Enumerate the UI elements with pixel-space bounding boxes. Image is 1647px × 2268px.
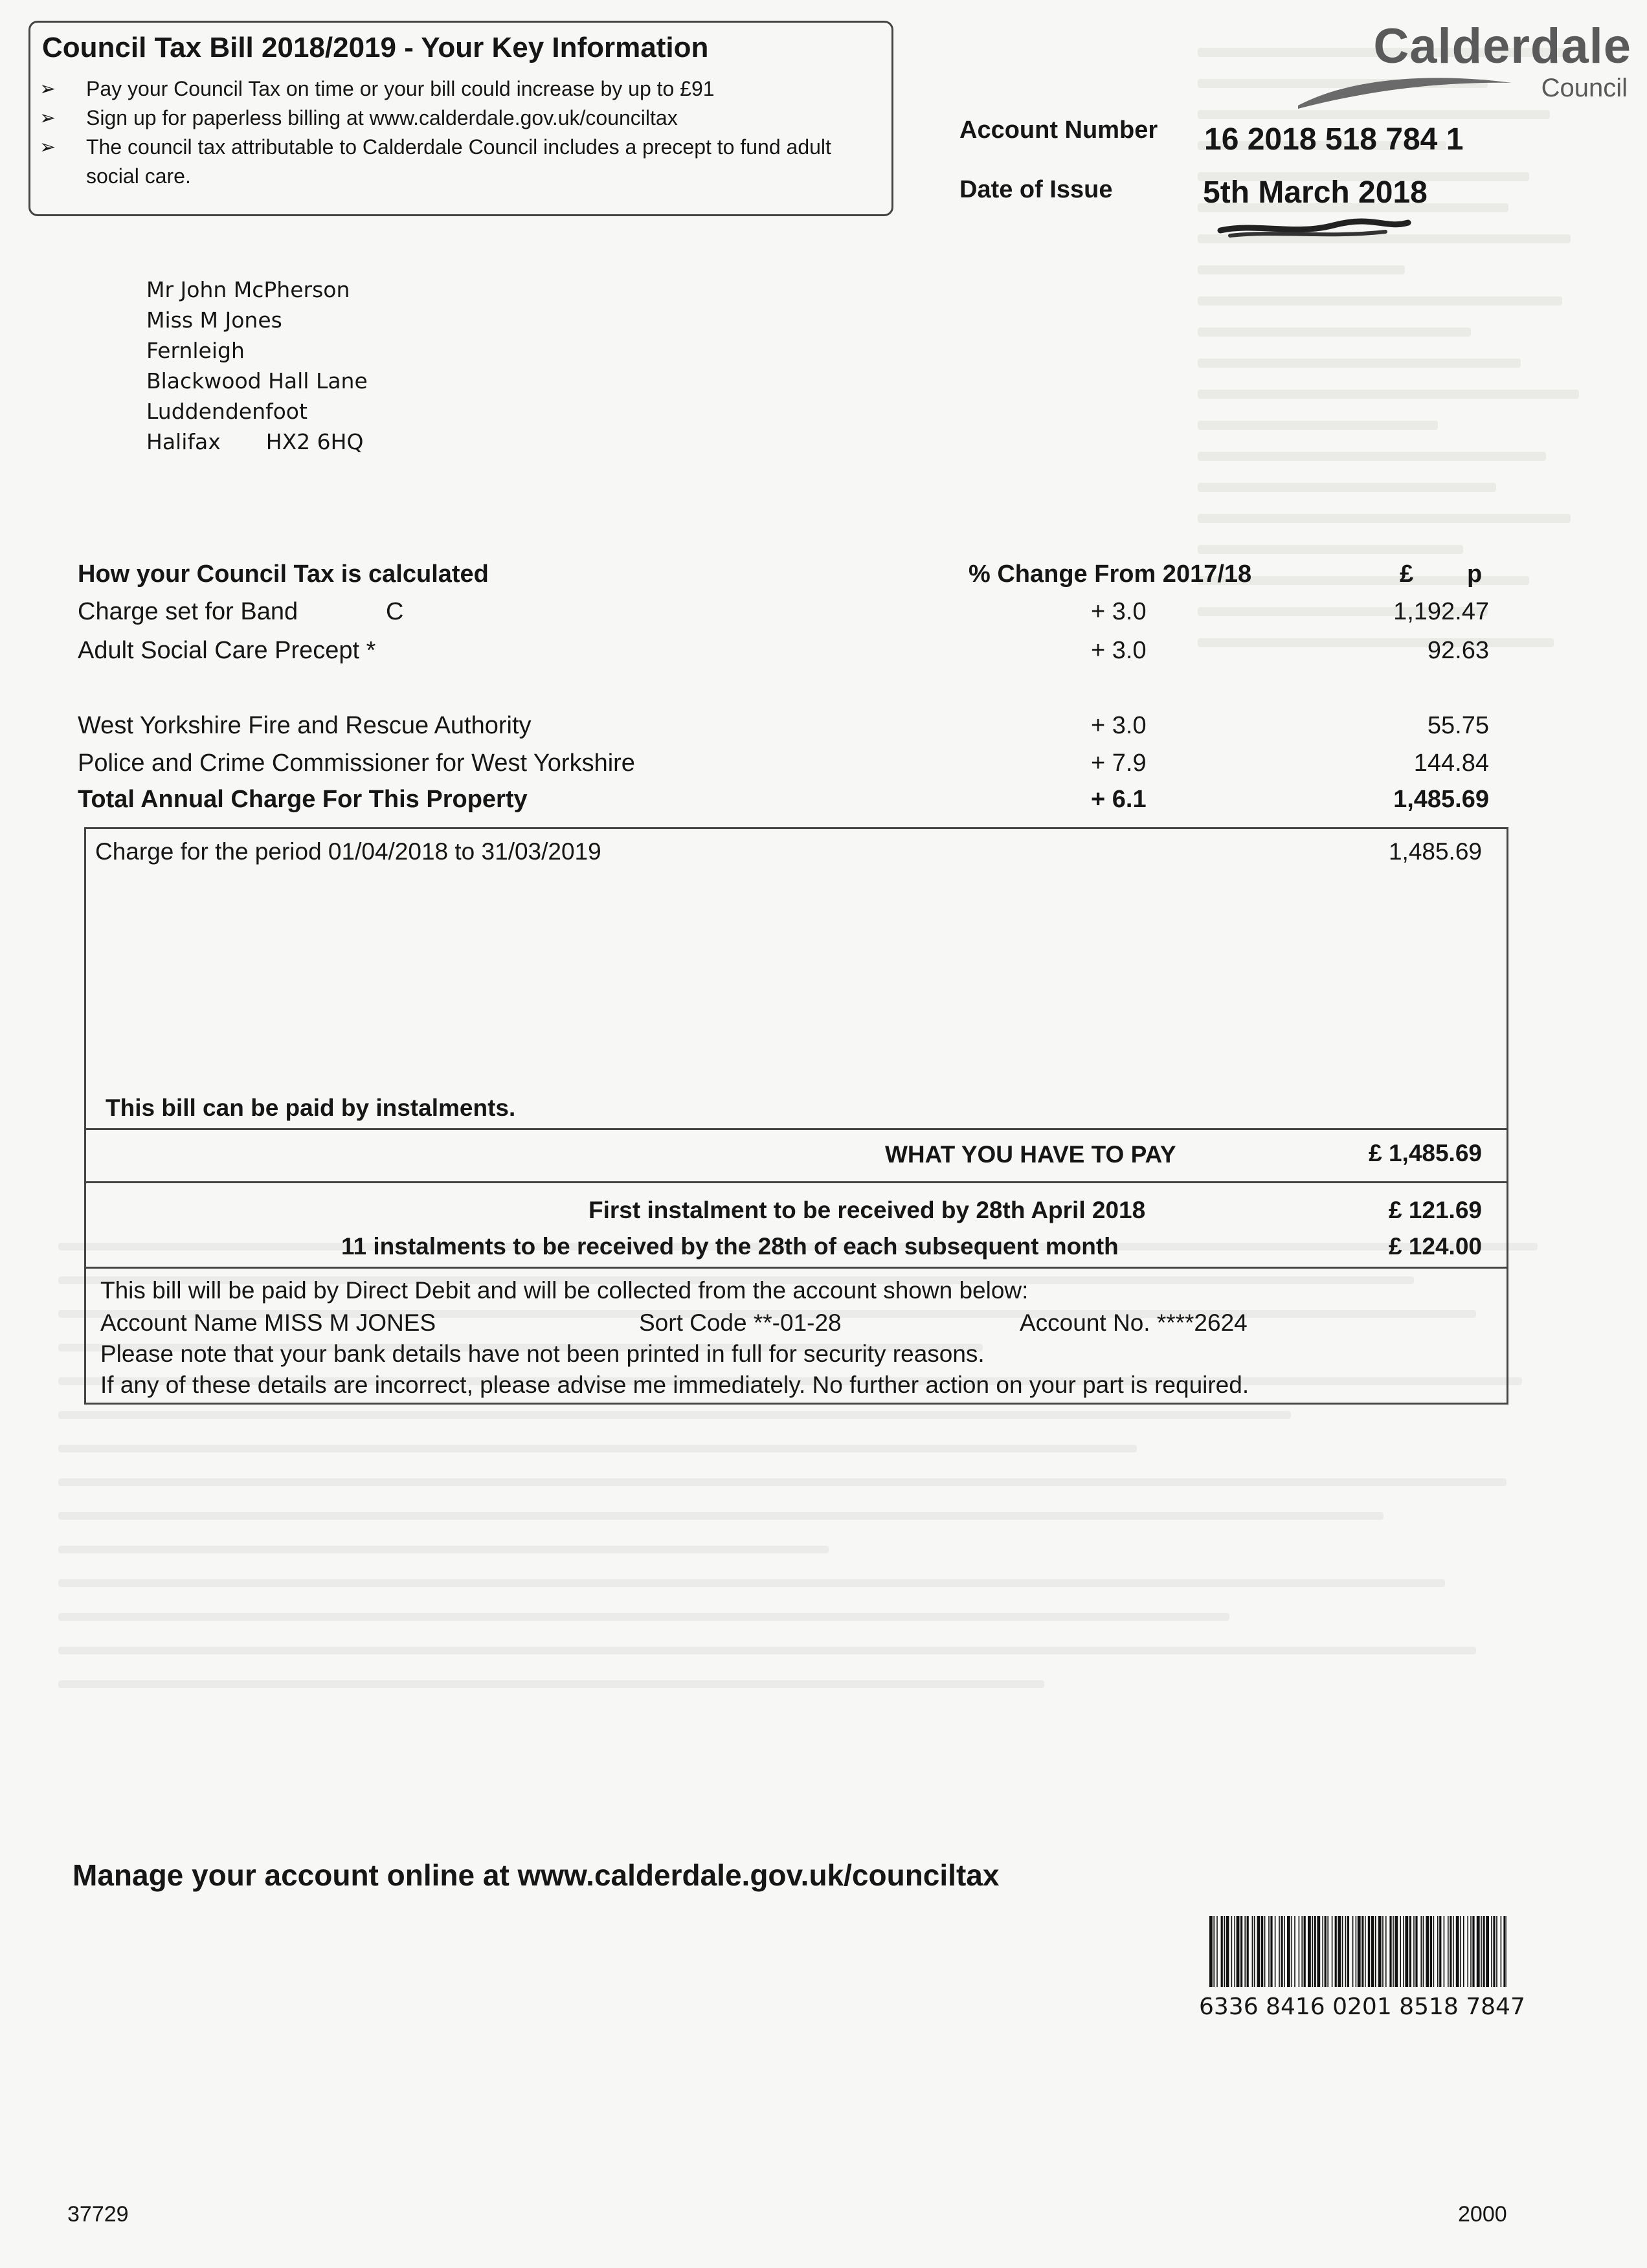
barcode-bar <box>1496 1916 1497 1987</box>
barcode-bar <box>1327 1916 1328 1987</box>
barcode-bar <box>1252 1916 1253 1987</box>
barcode-bar <box>1356 1916 1357 1987</box>
barcode-bar <box>1395 1916 1398 1987</box>
barcode-bar <box>1347 1916 1349 1987</box>
signature-scribble-icon <box>1217 216 1411 242</box>
barcode-bar <box>1375 1916 1376 1987</box>
barcode-bar <box>1332 1916 1333 1987</box>
barcode-bar <box>1281 1916 1283 1987</box>
barcode-bar <box>1261 1916 1263 1987</box>
barcode-bar <box>1403 1916 1404 1987</box>
barcode-bar <box>1317 1916 1320 1987</box>
barcode-bar <box>1420 1916 1422 1987</box>
instalments-note: This bill can be paid by instalments. <box>106 1095 516 1121</box>
address-line: Mr John McPherson <box>146 277 350 302</box>
barcode-bar <box>1299 1916 1300 1987</box>
key-information-list <box>39 74 881 191</box>
barcode-bar <box>1503 1916 1505 1987</box>
address-line: Luddendenfoot <box>146 399 308 424</box>
barcode-bar <box>1361 1916 1363 1987</box>
sort-code: Sort Code **-01-28 <box>639 1309 842 1336</box>
table-row: Police and Crime Commissioner for West Yorkshire + 7.9 144.84 <box>78 750 1489 777</box>
barcode-bar <box>1213 1916 1215 1987</box>
arrow-bullet-icon: ➢ <box>39 107 56 129</box>
address-line: Blackwood Hall Lane <box>146 368 368 394</box>
barcode-bar <box>1423 1916 1424 1987</box>
account-name: Account Name MISS M JONES <box>100 1309 436 1336</box>
barcode-bar <box>1224 1916 1225 1987</box>
barcode-bar <box>1470 1916 1472 1987</box>
barcode-bar <box>1389 1916 1391 1987</box>
barcode-icon <box>1209 1916 1507 1987</box>
first-instalment-amount: £ 121.69 <box>1388 1197 1482 1223</box>
barcode-bar <box>1493 1916 1495 1987</box>
barcode-bar <box>1244 1916 1246 1987</box>
address-line: Fernleigh <box>146 338 245 363</box>
barcode-bar <box>1270 1916 1272 1987</box>
barcode-bar <box>1257 1916 1260 1987</box>
key-information-item: ➢ Pay your Council Tax on time or your bill could increase by up to £91 <box>39 74 881 104</box>
barcode-bar <box>1342 1916 1343 1987</box>
barcode-bar <box>1439 1916 1441 1987</box>
barcode-bar <box>1444 1916 1445 1987</box>
barcode-bar <box>1368 1916 1370 1987</box>
date-of-issue-label: Date of Issue <box>959 176 1113 203</box>
barcode-bar <box>1393 1916 1394 1987</box>
barcode-bar <box>1378 1916 1382 1987</box>
barcode-bar <box>1371 1916 1374 1987</box>
barcode-bar <box>1486 1916 1489 1987</box>
barcode-bar <box>1430 1916 1432 1987</box>
barcode-bar <box>1284 1916 1285 1987</box>
barcode-bar <box>1352 1916 1354 1987</box>
barcode-bar <box>1437 1916 1439 1987</box>
key-information-title: Council Tax Bill 2018/2019 - Your Key Information <box>42 32 709 63</box>
logo-name: Calderdale <box>1373 19 1631 74</box>
barcode-bar <box>1247 1916 1249 1987</box>
key-information-box <box>28 21 893 216</box>
barcode-bar <box>1460 1916 1461 1987</box>
what-you-have-to-pay-amount: £ 1,485.69 <box>1369 1140 1482 1166</box>
divider <box>86 1267 1507 1269</box>
charge-period: Charge for the period 01/04/2018 to 31/03/2019 <box>95 838 601 865</box>
barcode-bar <box>1294 1916 1295 1987</box>
barcode-bar <box>1308 1916 1311 1987</box>
account-number: 16 2018 518 784 1 <box>1204 122 1464 157</box>
barcode-bar <box>1358 1916 1361 1987</box>
divider <box>86 1128 1507 1130</box>
address-line: Miss M Jones <box>146 307 282 333</box>
barcode-bar <box>1325 1916 1327 1987</box>
calderdale-council-logo <box>1269 18 1631 115</box>
barcode-bar <box>1237 1916 1240 1987</box>
barcode-bar <box>1221 1916 1223 1987</box>
barcode-bar <box>1433 1916 1435 1987</box>
barcode-bar <box>1426 1916 1429 1987</box>
key-information-item: ➢ The council tax attributable to Calderdale Council includes a precept to fund adult social care. <box>39 133 881 191</box>
divider <box>86 1181 1507 1183</box>
barcode-bar <box>1304 1916 1306 1987</box>
barcode-bar <box>1322 1916 1323 1987</box>
barcode-bar <box>1312 1916 1313 1987</box>
subsequent-instalments-label: 11 instalments to be received by the 28th of each subsequent month <box>341 1233 1119 1260</box>
barcode-bar <box>1413 1916 1415 1987</box>
what-you-have-to-pay-label: WHAT YOU HAVE TO PAY <box>885 1141 1176 1168</box>
security-note: Please note that your bank details have not been printed in full for security reasons. <box>100 1340 985 1367</box>
barcode-bar <box>1314 1916 1316 1987</box>
barcode-bar <box>1345 1916 1347 1987</box>
barcode-bar <box>1209 1916 1213 1987</box>
barcode-bar <box>1450 1916 1451 1987</box>
barcode-bar <box>1483 1916 1485 1987</box>
account-number-label: Account Number <box>959 117 1158 144</box>
bank-account-number: Account No. ****2624 <box>1020 1309 1248 1336</box>
barcode-bar <box>1463 1916 1464 1987</box>
barcode-bar <box>1365 1916 1366 1987</box>
barcode-bar <box>1472 1916 1474 1987</box>
barcode-bar <box>1501 1916 1502 1987</box>
barcode-bar <box>1287 1916 1290 1987</box>
address-block <box>146 274 368 457</box>
barcode-bar <box>1231 1916 1233 1987</box>
barcode-bar <box>1216 1916 1218 1987</box>
manage-online-text: Manage your account online at www.calderdale.gov.uk/counciltax <box>73 1858 1000 1892</box>
date-of-issue: 5th March 2018 <box>1203 175 1428 210</box>
calculation-header: How your Council Tax is calculated % Change From 2017/18 £ p <box>78 561 1483 588</box>
barcode-bar <box>1291 1916 1292 1987</box>
charge-period-amount: 1,485.69 <box>1388 838 1482 865</box>
barcode-bar <box>1415 1916 1417 1987</box>
barcode-bar <box>1254 1916 1255 1987</box>
barcode-bar <box>1234 1916 1235 1987</box>
footer-reference-right: 2000 <box>1458 2202 1507 2227</box>
incorrect-details-note: If any of these details are incorrect, please advise me immediately. No further action on your part is required. <box>100 1372 1249 1398</box>
barcode-bar <box>1481 1916 1482 1987</box>
barcode-bar <box>1264 1916 1266 1987</box>
barcode-bar <box>1275 1916 1276 1987</box>
barcode-bar <box>1279 1916 1280 1987</box>
barcode-bar <box>1400 1916 1401 1987</box>
subsequent-instalments-amount: £ 124.00 <box>1388 1233 1482 1260</box>
barcode-bar <box>1301 1916 1303 1987</box>
payment-box <box>84 827 1508 1405</box>
logo-sub: Council <box>1541 74 1628 102</box>
barcode-bar <box>1268 1916 1270 1987</box>
arrow-bullet-icon: ➢ <box>39 78 56 100</box>
barcode-bar <box>1456 1916 1459 1987</box>
logo-swoosh-icon <box>1295 70 1515 115</box>
first-instalment-label: First instalment to be received by 28th April 2018 <box>588 1197 1146 1223</box>
table-row: West Yorkshire Fire and Rescue Authority + 3.0 55.75 <box>78 712 1489 739</box>
footer-reference-left: 37729 <box>67 2202 129 2227</box>
postcode: HX2 6HQ <box>265 429 364 454</box>
direct-debit-intro: This bill will be paid by Direct Debit and will be collected from the account shown below: <box>100 1277 1029 1304</box>
barcode-bar <box>1491 1916 1492 1987</box>
barcode-bar <box>1405 1916 1408 1987</box>
barcode-bar <box>1385 1916 1387 1987</box>
total-row: Total Annual Charge For This Property + 6.1 1,485.69 <box>78 786 1489 813</box>
arrow-bullet-icon: ➢ <box>39 137 56 158</box>
barcode-bar <box>1335 1916 1337 1987</box>
barcode-number: 6336 8416 0201 8518 7847 <box>1199 1994 1525 2020</box>
barcode-bar <box>1477 1916 1480 1987</box>
barcode-bar <box>1240 1916 1242 1987</box>
table-row: Charge set for Band C + 3.0 1,192.47 <box>78 598 1489 625</box>
barcode-bar <box>1382 1916 1384 1987</box>
key-information-item: ➢ Sign up for paperless billing at www.calderdale.gov.uk/counciltax <box>39 104 881 133</box>
barcode-bar <box>1226 1916 1229 1987</box>
address-line: Halifax HX2 6HQ <box>146 429 364 454</box>
barcode-bar <box>1338 1916 1341 1987</box>
barcode-bar <box>1448 1916 1449 1987</box>
barcode-bar <box>1453 1916 1454 1987</box>
barcode-bar <box>1467 1916 1468 1987</box>
barcode-bar <box>1409 1916 1411 1987</box>
table-row: Adult Social Care Precept * + 3.0 92.63 <box>78 637 1489 664</box>
